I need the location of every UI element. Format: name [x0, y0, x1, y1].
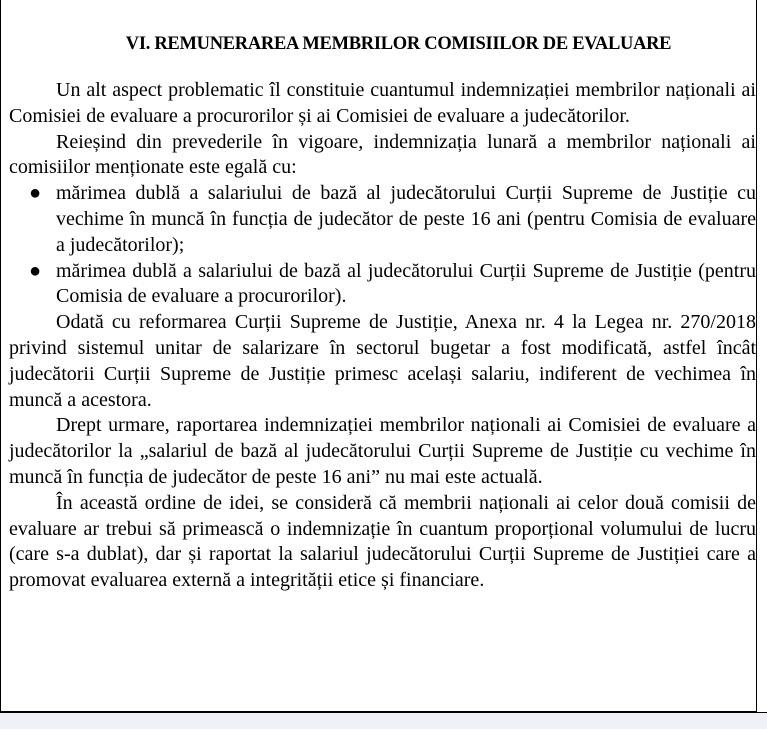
paragraph-4: Drept urmare, raportarea indemnizației membrilor naționali ai Comisiei de evaluare a judecătorilor la „salariul de bază al judecătorului Curții Supreme de Justiție cu vechime în muncă în funcția de judecător de peste 16 ani” nu mai este actuală. [9, 414, 756, 488]
bullet-icon: ● [29, 182, 42, 205]
section-title: VI. REMUNERAREA MEMBRILOR COMISIILOR DE EVALUARE [125, 34, 672, 54]
document-body [9, 78, 756, 594]
bullet-icon: ● [29, 259, 42, 282]
paragraph-1: Un alt aspect problematic îl constituie cuantumul indemnizației membrilor naționali ai Comisiei de evaluare a procurorilor și ai Comisiei de evaluare a judecătorilor. [9, 79, 756, 127]
list-item-text: mărimea dublă a salariului de bază al judecătorului Curții Supreme de Justiție (pentru Comisia de evaluare a procurorilor). [56, 259, 756, 308]
paragraph-2: Reieșind din prevederile în vigoare, indemnizația lunară a membrilor naționali ai comisiilor menționate este egală cu: [9, 130, 756, 179]
list-item-1 [9, 181, 756, 258]
list-item-2 [9, 259, 756, 311]
list-item-text: mărimea dublă a salariului de bază al judecătorului Curții Supreme de Justiție cu vechime în muncă în funcția de judecător de peste 16 ani (pentru Comisia de evaluare a judecătorilor); [56, 182, 756, 256]
bottom-strip [0, 712, 767, 729]
bullet-list [9, 181, 756, 310]
paragraph-3: Odată cu reformarea Curții Supreme de Justiție, Anexa nr. 4 la Legea nr. 270/2018 privind sistemul unitar de salarizare în sectorul bugetar a fost modificată, astfel încât judecătorii Curții Supreme de Justiție primesc același salariu, indiferent de vechimea în muncă a acestora. [9, 311, 756, 411]
paragraph-5: În această ordine de idei, se consideră că membrii naționali ai celor două comisii de evaluare ar trebui să primească o indemnizație în cuantum proporțional volumului de lucru (care s-a dublat), dar și raportat la salariul judecătorului Curții Supreme de Justiției care a promovat evaluarea externă a integrității etice și financiare. [9, 491, 756, 592]
